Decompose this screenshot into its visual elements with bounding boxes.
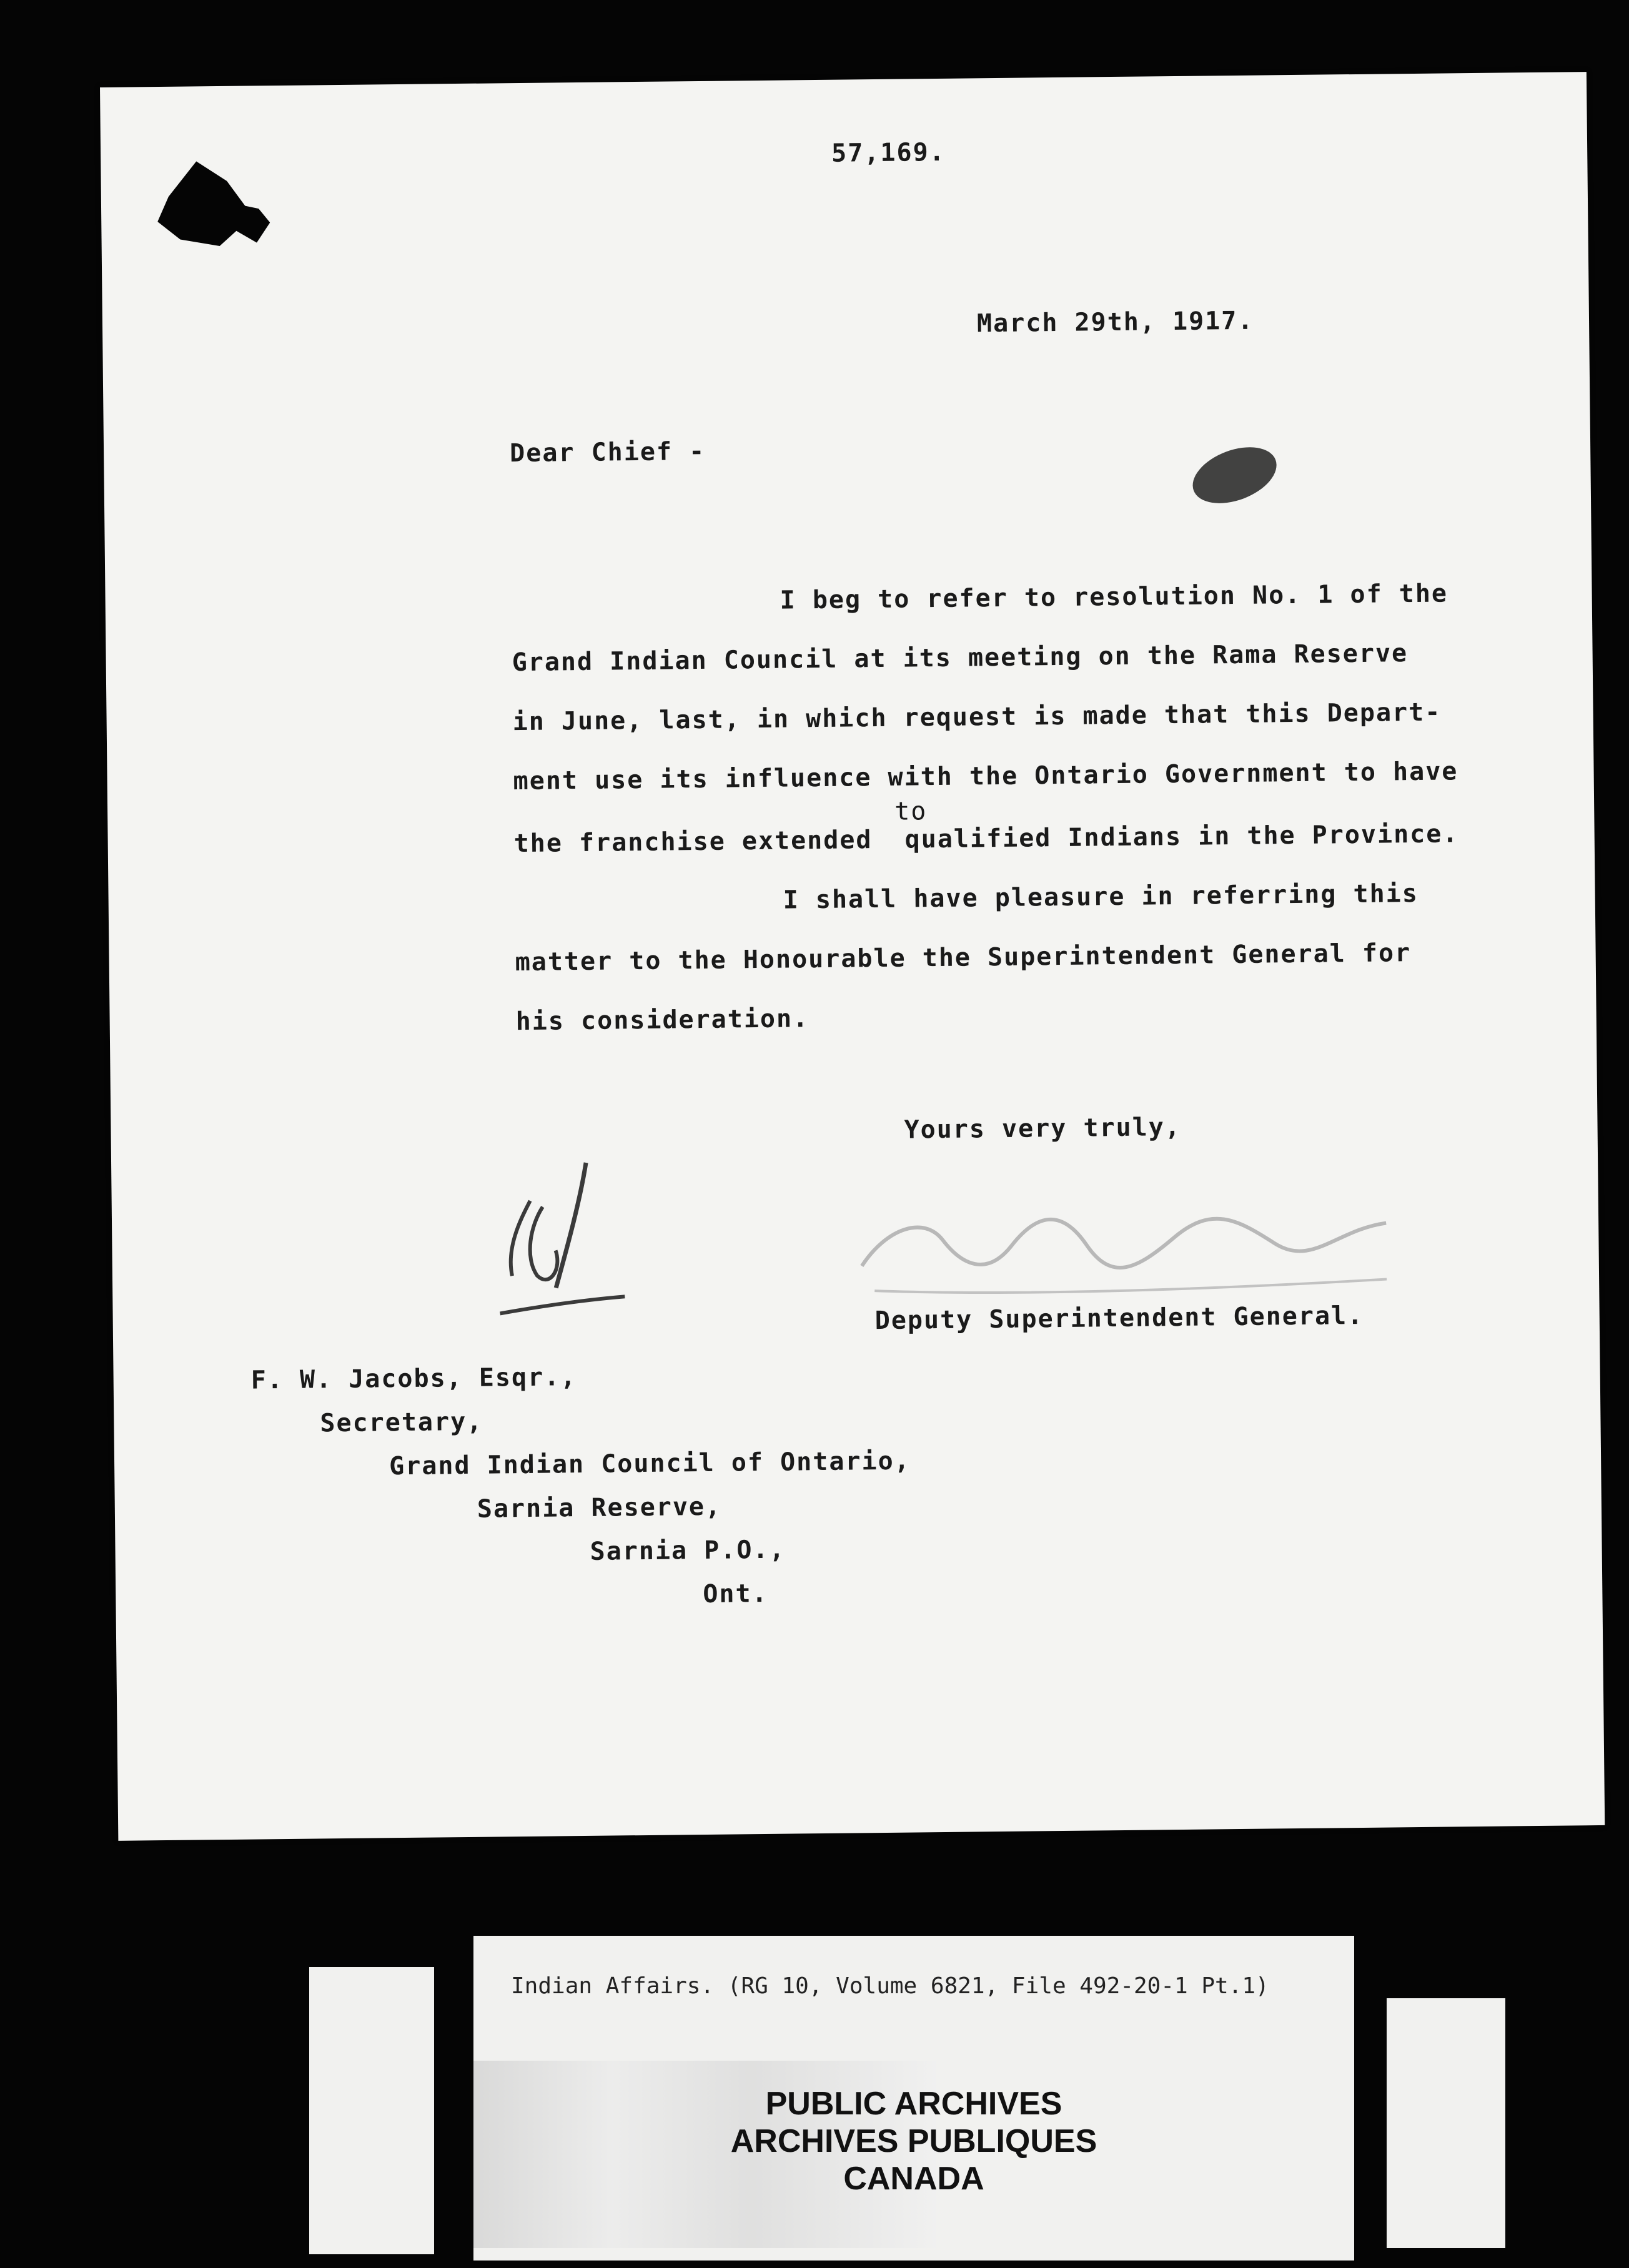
paragraph1-line-4: ment use its influence with the Ontario Government to have	[513, 757, 1458, 796]
paragraph1-line-2: Grand Indian Council at its meeting on the Rama Reserve	[512, 639, 1409, 678]
paragraph1-line-5: the franchise extended qualified Indians in the Province.	[513, 819, 1459, 859]
archive-label	[473, 1936, 1354, 2261]
paragraph1-line-1: I beg to refer to resolution No. 1 of the	[780, 579, 1448, 615]
paragraph1-line-3: in June, last, in which request is made that this Depart-	[512, 698, 1442, 737]
salutation: Dear Chief -	[509, 436, 706, 468]
torn-corner	[157, 160, 270, 262]
label-tab-right	[1387, 1998, 1505, 2248]
date-line: March 29th, 1917.	[976, 306, 1254, 338]
ink-smudge	[1185, 436, 1284, 514]
address-line-3: Grand Indian Council of Ontario,	[389, 1446, 911, 1481]
handwritten-initials	[473, 1150, 663, 1339]
signature-title: Deputy Superintendent General.	[874, 1301, 1364, 1336]
archive-stamp-line-3: CANADA	[843, 2161, 984, 2197]
letter-page	[100, 72, 1605, 1841]
insertion-to: to	[894, 797, 928, 826]
label-tab-left	[309, 1967, 434, 2254]
closing: Yours very truly,	[904, 1112, 1182, 1145]
address-line-6: Ont.	[703, 1579, 768, 1609]
address-line-4: Sarnia Reserve,	[477, 1492, 722, 1524]
file-number: 57,169.	[831, 137, 946, 168]
archive-reference: Indian Affairs. (RG 10, Volume 6821, File 492-20-1 Pt.1)	[511, 1973, 1269, 1999]
handwritten-signature	[848, 1148, 1412, 1316]
address-line-2: Secretary,	[320, 1407, 483, 1438]
address-line-1: F. W. Jacobs, Esqr.,	[250, 1363, 577, 1395]
paragraph2-line-1: I shall have pleasure in referring this	[783, 879, 1419, 915]
paragraph2-line-3: his consideration.	[515, 1004, 810, 1037]
archive-stamp-line-1: PUBLIC ARCHIVES	[765, 2086, 1062, 2122]
paragraph2-line-2: matter to the Honourable the Superintendent General for	[515, 939, 1412, 977]
address-line-5: Sarnia P.O.,	[590, 1535, 786, 1566]
archive-stamp-line-2: ARCHIVES PUBLIQUES	[730, 2123, 1097, 2159]
